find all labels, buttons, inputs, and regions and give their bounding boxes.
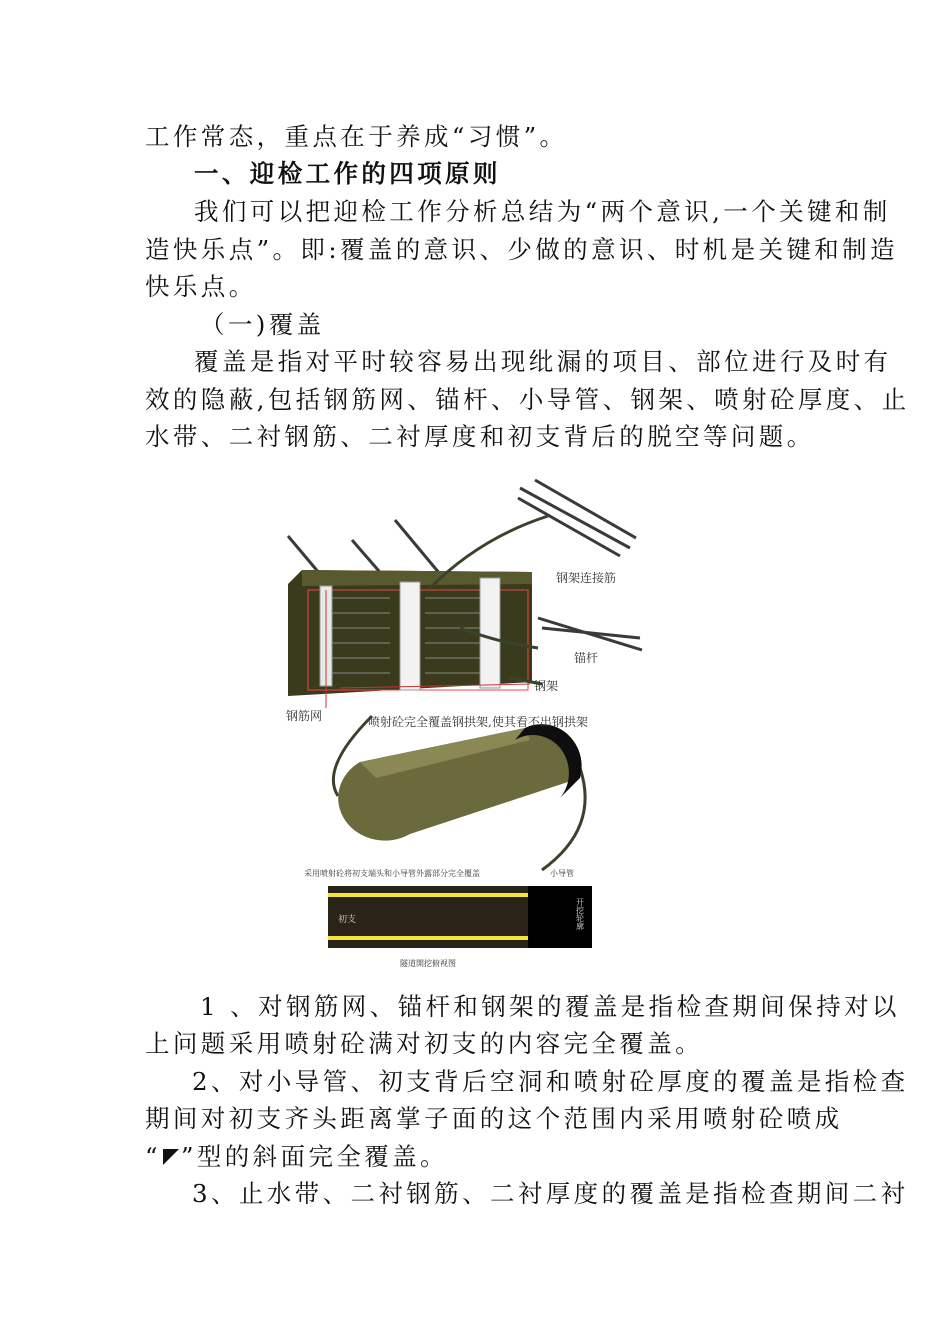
list-item-line: 1 、对钢筋网、锚杆和钢架的覆盖是指检查期间保持对以 [200,992,900,1021]
paragraph-line: 覆盖是指对平时较容易出现纰漏的项目、部位进行及时有 [194,347,892,376]
figure-svg [280,478,646,974]
label-steel-arch: 钢架 [534,679,559,693]
caption-top: 喷射砼完全覆盖钢拱架,使其看不出钢拱架 [368,715,588,729]
caption-mid: 采用喷射砼将初支端头和小导管外露部分完全覆盖 [304,869,480,878]
paragraph-line: 我们可以把迎检工作分析总结为“两个意识,一个关键和制 [194,197,891,226]
paragraph-line: 工作常态，重点在于养成“习惯”。 [145,122,568,151]
subheading: （一)覆盖 [200,310,325,339]
label-anchor: 锚杆 [574,651,599,665]
label-small-pipe: 小导管 [550,869,574,878]
close-quote-text: ”型的斜面完全覆盖。 [180,1142,448,1171]
label-connect-bar: 钢架连接筋 [556,571,617,585]
list-item-line [145,1141,448,1173]
label-steel-mesh: 钢筋网 [286,709,323,723]
list-item-line: 期间对初支齐头距离掌子面的这个范围内采用喷射砼喷成 [145,1104,843,1133]
slope-shape-icon [161,1147,181,1167]
list-item-line: 上问题采用喷射砼满对初支的内容完全覆盖。 [145,1029,703,1058]
section-heading: 一、迎检工作的四项原则 [194,159,501,188]
paragraph-line: 造快乐点”。即:覆盖的意识、少做的意识、时机是关键和制造 [145,235,898,264]
plan-view [328,886,592,948]
list-item-line: 2、对小导管、初支背后空洞和喷射砼厚度的覆盖是指检查 [192,1067,909,1096]
tunnel-cylinder [338,724,581,840]
label-excavation-outline: 开挖轮廓 [575,898,585,930]
caption-bottom: 隧道開挖俯视图 [400,959,456,968]
paragraph-line: 快乐点。 [145,272,257,301]
open-quote: “ [145,1142,161,1171]
tunnel-support-figure [280,478,646,974]
paragraph-line: 水带、二衬钢筋、二衬厚度和初支背后的脱空等问题。 [145,422,815,451]
paragraph-line: 效的隐蔽,包括钢筋网、锚杆、小导管、钢架、喷射砼厚度、止 [145,385,910,414]
list-item-line: 3、止水带、二衬钢筋、二衬厚度的覆盖是指检查期间二衬 [192,1179,909,1208]
label-primary-support: 初支 [338,915,357,925]
